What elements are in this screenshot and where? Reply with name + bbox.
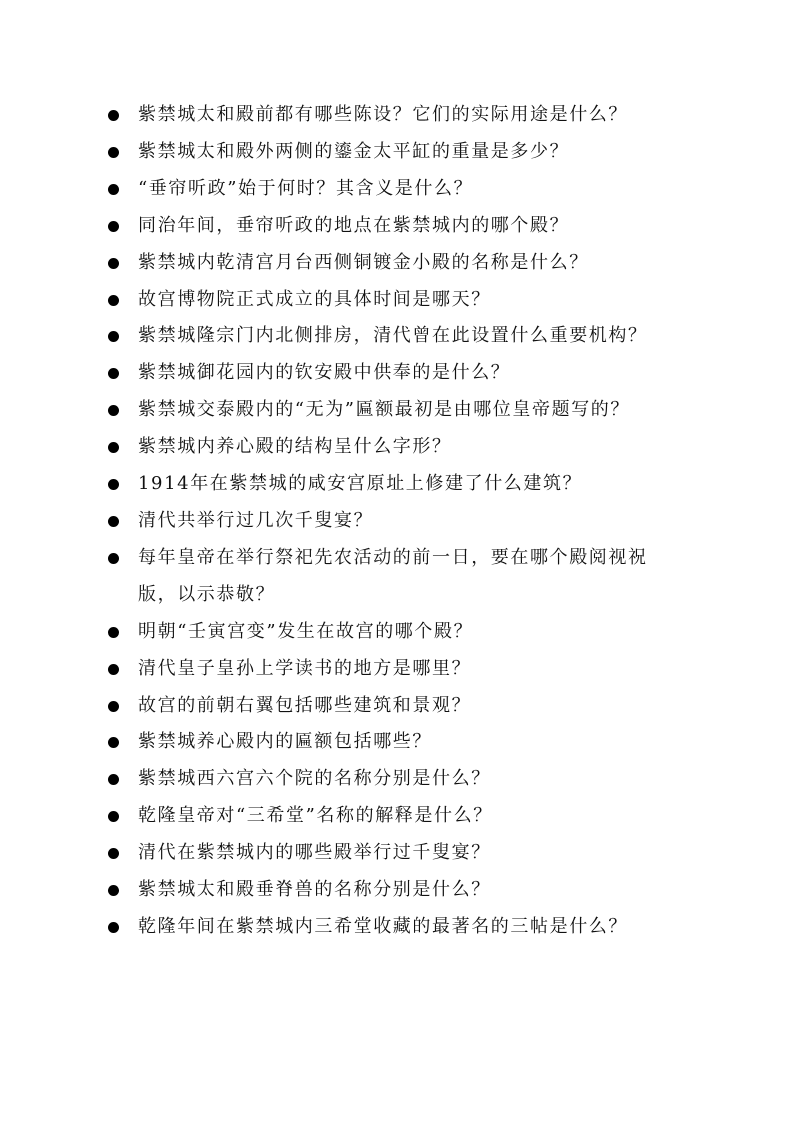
list-item	[104, 872, 684, 909]
question-text: 故宫博物院正式成立的具体时间是哪天？	[138, 288, 491, 310]
bullet-icon	[108, 479, 119, 490]
question-text: 清代皇子皇孙上学读书的地方是哪里？	[138, 657, 472, 679]
list-item	[104, 171, 684, 208]
question-text: 紫禁城养心殿内的匾额包括哪些？	[138, 731, 432, 753]
question-text: 每年皇帝在举行祭祀先农活动的前一日，要在哪个殿阅视祝版，以示恭敬？	[138, 546, 648, 605]
bullet-icon	[108, 258, 119, 269]
bullet-icon	[108, 147, 119, 158]
list-item	[104, 503, 684, 540]
bullet-icon	[108, 664, 119, 675]
bullet-icon	[108, 368, 119, 379]
bullet-icon	[108, 405, 119, 416]
list-item	[104, 909, 684, 946]
question-text: 紫禁城内养心殿的结构呈什么字形？	[138, 436, 452, 458]
list-item	[104, 466, 684, 503]
bullet-icon	[108, 848, 119, 859]
bullet-icon	[108, 701, 119, 712]
question-text: 故宫的前朝右翼包括哪些建筑和景观？	[138, 694, 472, 716]
question-text: 清代在紫禁城内的哪些殿举行过千叟宴？	[138, 842, 491, 864]
question-text: 1914年在紫禁城的咸安宫原址上修建了什么建筑？	[138, 473, 583, 495]
bullet-icon	[108, 774, 119, 785]
list-item	[104, 835, 684, 872]
question-text: 明朝“壬寅宫变”发生在故宫的哪个殿？	[138, 620, 474, 642]
question-text: 清代共举行过几次千叟宴？	[138, 509, 374, 531]
bullet-icon	[108, 295, 119, 306]
list-item	[104, 208, 684, 245]
bullet-icon	[108, 442, 119, 453]
question-text: 乾隆年间在紫禁城内三希堂收藏的最著名的三帖是什么？	[138, 915, 628, 937]
bullet-icon	[108, 922, 119, 933]
list-item	[104, 318, 684, 355]
question-text: 紫禁城御花园内的钦安殿中供奉的是什么？	[138, 362, 511, 384]
question-list	[104, 97, 684, 946]
question-text: “垂帘听政”始于何时？其含义是什么？	[138, 177, 474, 199]
question-text: 同治年间，垂帘听政的地点在紫禁城内的哪个殿？	[138, 214, 570, 236]
list-item	[104, 798, 684, 835]
list-item	[104, 97, 684, 134]
bullet-icon	[108, 811, 119, 822]
list-item	[104, 134, 684, 171]
question-text: 紫禁城隆宗门内北侧排房，清代曾在此设置什么重要机构？	[138, 325, 648, 347]
list-item	[104, 245, 684, 282]
list-item	[104, 651, 684, 688]
bullet-icon	[108, 221, 119, 232]
list-item	[104, 688, 684, 725]
question-text: 紫禁城太和殿前都有哪些陈设？它们的实际用途是什么？	[138, 104, 628, 125]
list-item	[104, 724, 684, 761]
list-item	[104, 392, 684, 429]
question-text: 紫禁城太和殿外两侧的鎏金太平缸的重量是多少？	[138, 140, 570, 162]
list-item	[104, 355, 684, 392]
bullet-icon	[108, 885, 119, 896]
bullet-icon	[108, 331, 119, 342]
question-text: 紫禁城交泰殿内的“无为”匾额最初是由哪位皇帝题写的？	[138, 399, 631, 421]
question-text: 紫禁城西六宫六个院的名称分别是什么？	[138, 768, 491, 790]
list-item	[104, 540, 684, 614]
bullet-icon	[108, 184, 119, 195]
bullet-icon	[108, 516, 119, 527]
list-item	[104, 614, 684, 651]
bullet-icon	[108, 553, 119, 564]
question-text: 乾隆皇帝对“三希堂”名称的解释是什么？	[138, 805, 493, 827]
question-text: 紫禁城内乾清宫月台西侧铜镀金小殿的名称是什么？	[138, 251, 589, 273]
bullet-icon	[108, 110, 119, 121]
list-item	[104, 282, 684, 319]
list-item	[104, 429, 684, 466]
question-text: 紫禁城太和殿垂脊兽的名称分别是什么？	[138, 879, 491, 901]
bullet-icon	[108, 737, 119, 748]
bullet-icon	[108, 627, 119, 638]
list-item	[104, 761, 684, 798]
